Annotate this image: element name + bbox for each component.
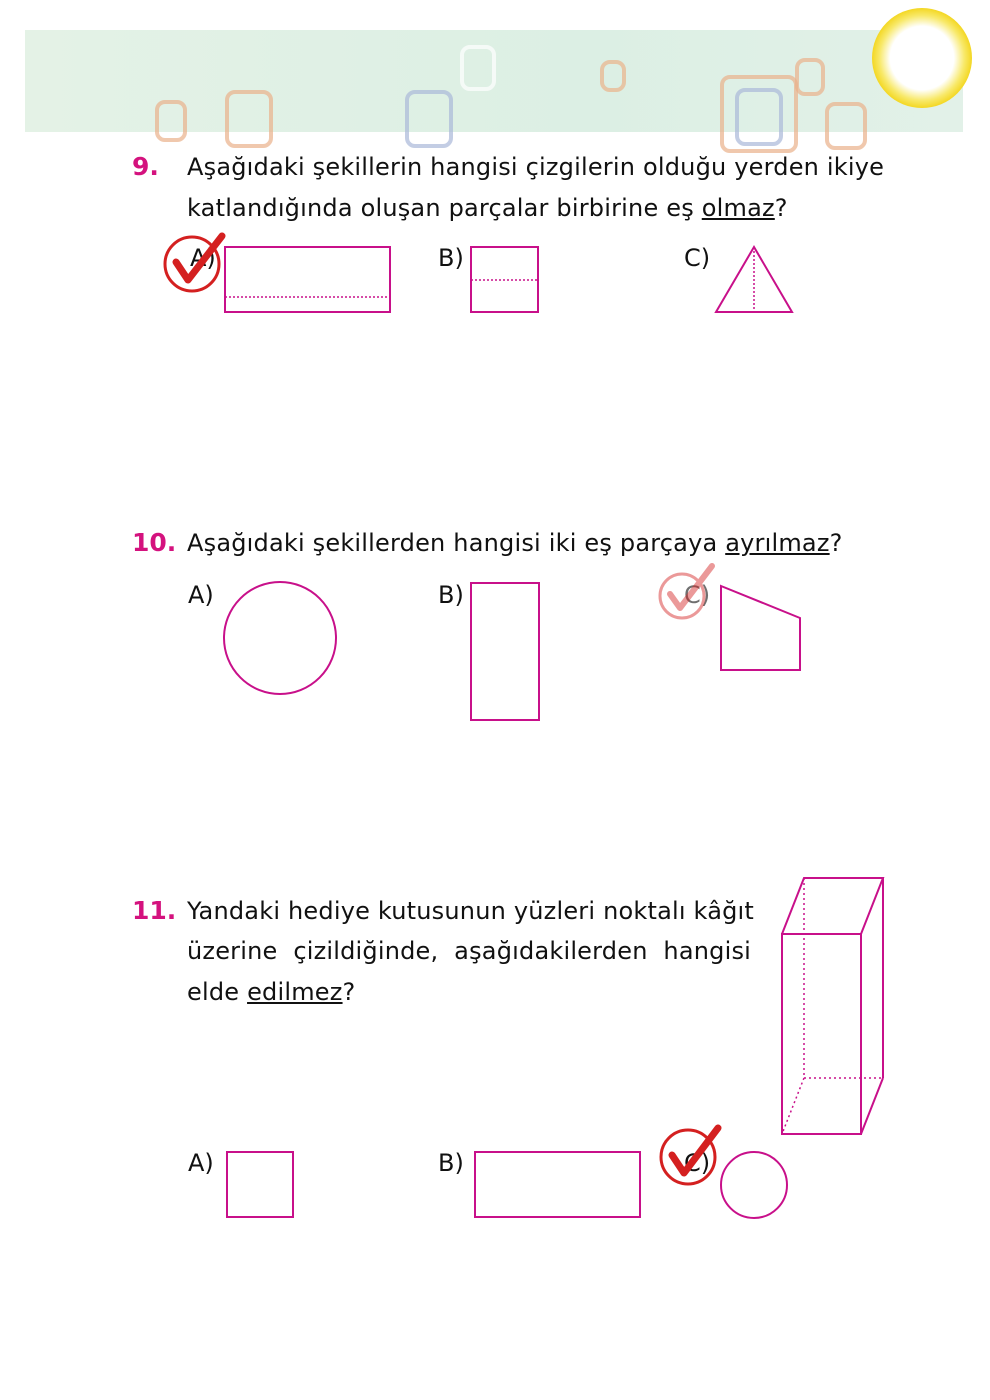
emphasis: olmaz [701, 194, 775, 222]
q11-shape-b-rectangle [475, 1152, 640, 1217]
q10-shape-a-circle [224, 582, 336, 694]
q11-shape-c-circle [721, 1152, 787, 1218]
q11-option-c[interactable]: C) [684, 1149, 711, 1177]
text: ? [342, 978, 356, 1006]
q9-shape-a-rectangle [225, 247, 390, 312]
text: elde [187, 978, 248, 1006]
text: ? [829, 529, 843, 557]
q9-option-b[interactable]: B) [438, 244, 464, 272]
q11-option-a[interactable]: A) [188, 1149, 214, 1177]
q9-option-c[interactable]: C) [684, 244, 711, 272]
q10-shape-c-trapezoid [721, 586, 800, 670]
emphasis: edilmez [247, 978, 343, 1006]
question-9-number: 9. [132, 152, 159, 181]
q10-shape-b-rectangle [471, 583, 539, 720]
question-11-line1: Yandaki hediye kutusunun yüzleri noktalı kâğıt [187, 897, 755, 925]
q9-option-a[interactable]: A) [190, 244, 216, 272]
question-11-number: 11. [132, 896, 177, 925]
q9-shape-c-triangle [716, 247, 792, 312]
q10-option-c[interactable]: C) [684, 581, 711, 609]
question-11-line2: üzerine çizildiğinde, aşağıdakilerden hangisi [187, 937, 752, 965]
question-9-line1: Aşağıdaki şekillerin hangisi çizgilerin olduğu yerden ikiye [187, 153, 885, 181]
q9-answer-check-icon [165, 236, 222, 291]
q11-gift-box-prism [782, 878, 883, 1134]
text: Aşağıdaki şekillerden hangisi iki eş parçaya [187, 529, 726, 557]
q10-option-b[interactable]: B) [438, 581, 464, 609]
q11-shape-a-square [227, 1152, 293, 1217]
question-10-number: 10. [132, 528, 177, 557]
q10-answer-check-icon [660, 566, 712, 618]
q11-answer-check-icon [661, 1128, 718, 1184]
emphasis: ayrılmaz [725, 529, 830, 557]
q9-shape-b-square [471, 247, 538, 312]
text: ? [774, 194, 788, 222]
q11-option-b[interactable]: B) [438, 1149, 464, 1177]
q10-option-a[interactable]: A) [188, 581, 214, 609]
text: katlandığında oluşan parçalar birbirine eş [187, 194, 702, 222]
